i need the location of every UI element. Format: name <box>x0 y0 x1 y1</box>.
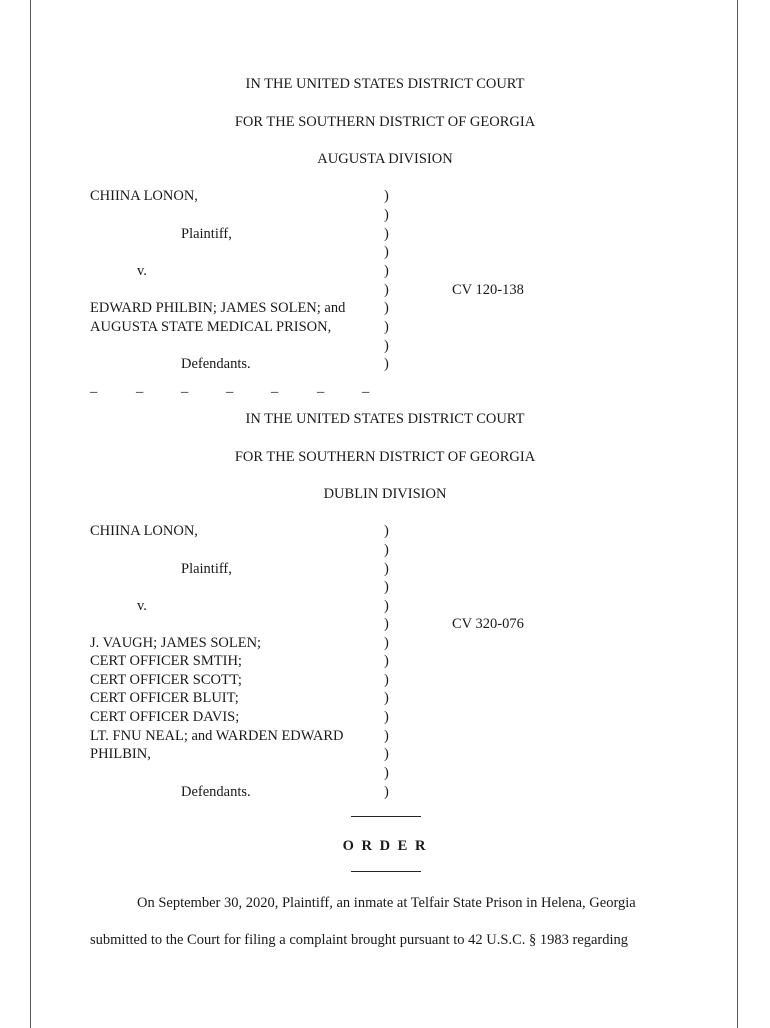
plaintiff-name-2: CHIINA LONON, <box>90 523 198 539</box>
plaintiff-role-1: Plaintiff, <box>181 226 232 242</box>
versus-2: v. <box>137 598 147 614</box>
defendant-line: CERT OFFICER SMTIH; <box>90 653 242 669</box>
paren: ) <box>384 263 389 279</box>
defendant-line: CERT OFFICER DAVIS; <box>90 709 240 725</box>
court-heading-1: IN THE UNITED STATES DISTRICT COURT <box>245 76 525 92</box>
paren: ) <box>384 672 389 688</box>
district-heading-2: FOR THE SOUTHERN DISTRICT OF GEORGIA <box>234 449 536 465</box>
plaintiff-role-2: Plaintiff, <box>181 561 232 577</box>
plaintiff-name-1: CHIINA LONON, <box>90 188 198 204</box>
order-rule-top <box>351 816 421 817</box>
paren: ) <box>384 542 389 558</box>
separator-dash: _ <box>226 379 234 395</box>
division-heading-2: DUBLIN DIVISION <box>323 486 447 502</box>
paren: ) <box>384 207 389 223</box>
paren: ) <box>384 635 389 651</box>
paren: ) <box>384 282 389 298</box>
paren: ) <box>384 746 389 762</box>
paren: ) <box>384 300 389 316</box>
separator-dash: _ <box>271 379 279 395</box>
division-heading-1: AUGUSTA DIVISION <box>317 151 453 167</box>
paren: ) <box>384 319 389 335</box>
paren: ) <box>384 579 389 595</box>
paren: ) <box>384 653 389 669</box>
paren: ) <box>384 765 389 781</box>
separator-dash: _ <box>317 379 325 395</box>
paren: ) <box>384 561 389 577</box>
separator-dash: _ <box>362 379 370 395</box>
paren: ) <box>384 356 389 372</box>
defendants-role-2: Defendants. <box>181 784 251 800</box>
defendant-line: AUGUSTA STATE MEDICAL PRISON, <box>90 319 332 335</box>
paren: ) <box>384 690 389 706</box>
separator-dash: _ <box>136 379 144 395</box>
defendant-line: CERT OFFICER BLUIT; <box>90 690 239 706</box>
district-heading-1: FOR THE SOUTHERN DISTRICT OF GEORGIA <box>234 114 536 130</box>
paren: ) <box>384 244 389 260</box>
defendant-line: EDWARD PHILBIN; JAMES SOLEN; and <box>90 300 346 316</box>
paren: ) <box>384 226 389 242</box>
case-number-1: CV 120-138 <box>452 282 524 298</box>
defendant-line: J. VAUGH; JAMES SOLEN; <box>90 635 262 651</box>
defendant-line: CERT OFFICER SCOTT; <box>90 672 242 688</box>
paren: ) <box>384 523 389 539</box>
defendant-line: LT. FNU NEAL; and WARDEN EDWARD <box>90 728 344 744</box>
order-rule-bottom <box>351 871 421 872</box>
order-heading: O R D E R <box>342 838 428 854</box>
separator-dash: _ <box>181 379 189 395</box>
paren: ) <box>384 598 389 614</box>
versus-1: v. <box>137 263 147 279</box>
paren: ) <box>384 784 389 800</box>
paren: ) <box>384 728 389 744</box>
separator-dash: _ <box>90 379 98 395</box>
paren: ) <box>384 616 389 632</box>
paren: ) <box>384 709 389 725</box>
case-number-2: CV 320-076 <box>452 616 524 632</box>
court-heading-2: IN THE UNITED STATES DISTRICT COURT <box>245 411 525 427</box>
paren: ) <box>384 188 389 204</box>
order-body-line: submitted to the Court for filing a complaint brought pursuant to 42 U.S.C. § 1983 regarding <box>90 932 629 948</box>
order-body-line: On September 30, 2020, Plaintiff, an inmate at Telfair State Prison in Helena, Georgia <box>137 895 636 911</box>
paren: ) <box>384 338 389 354</box>
defendants-role-1: Defendants. <box>181 356 251 372</box>
defendant-line: PHILBIN, <box>90 746 151 762</box>
